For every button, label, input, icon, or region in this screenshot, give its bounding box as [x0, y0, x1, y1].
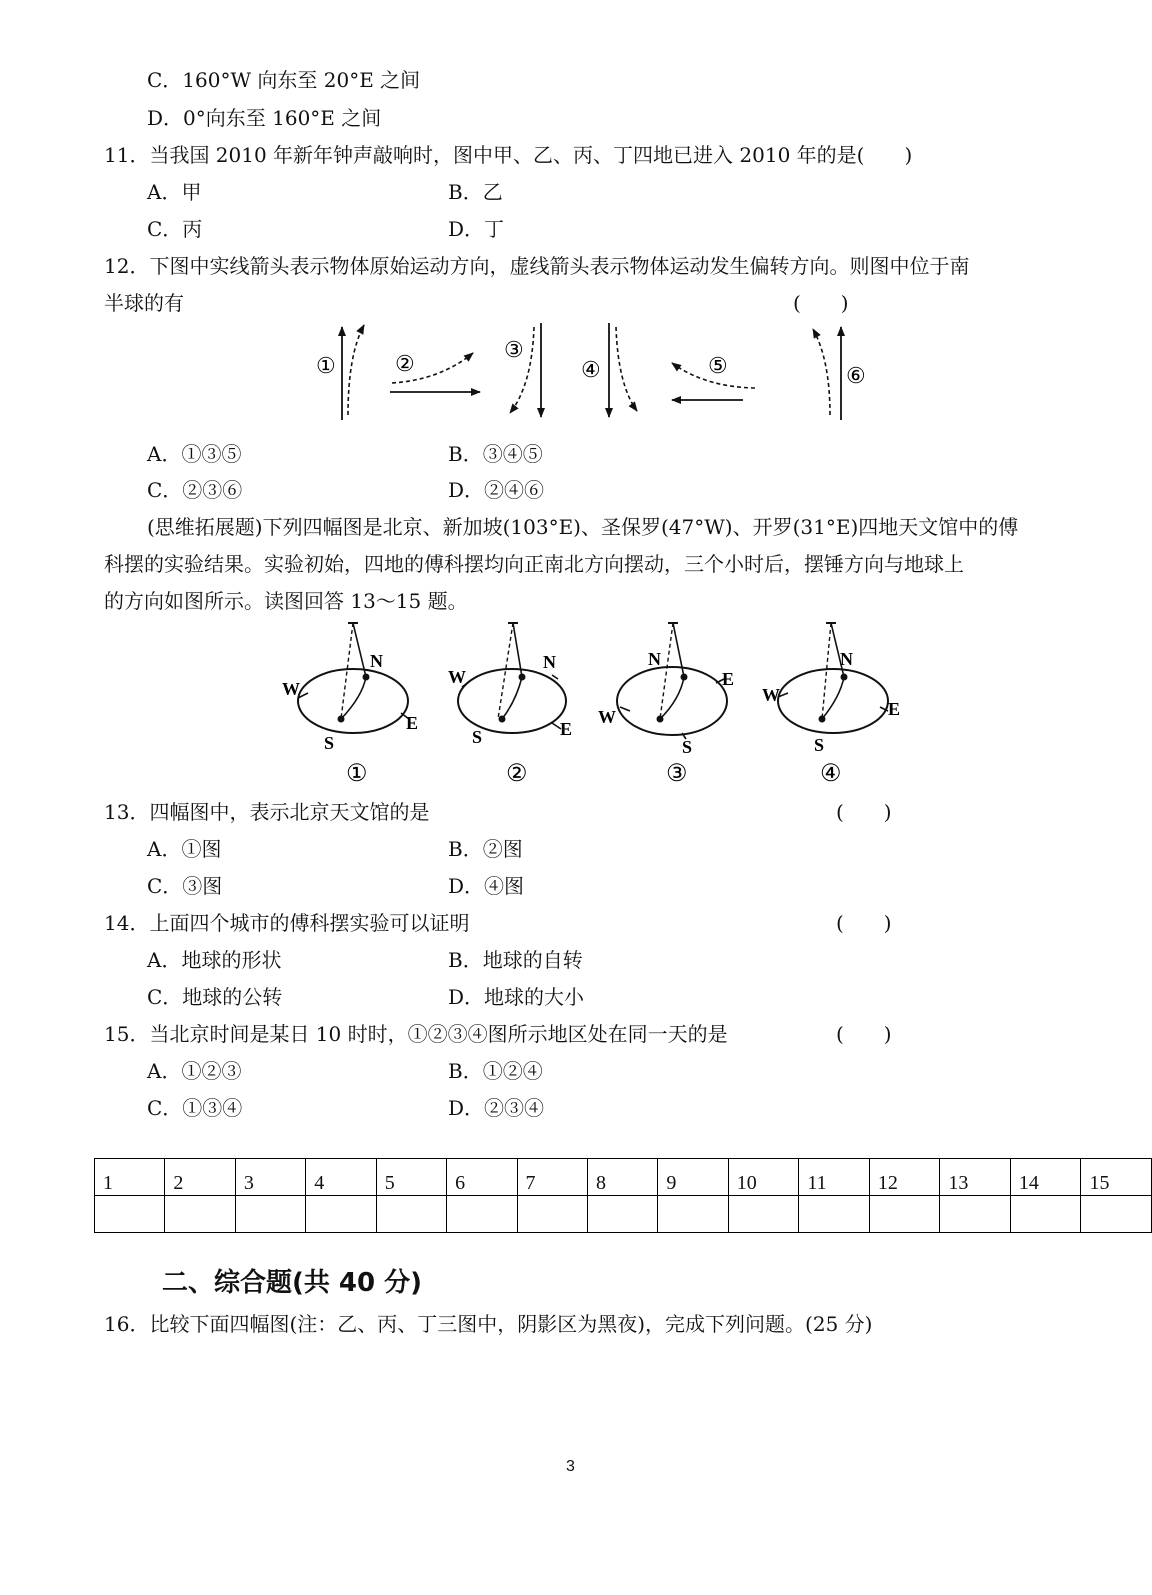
- deflection-arrows-diagram: [300, 315, 880, 430]
- q13-stem: 13．四幅图中，表示北京天文馆的是: [104, 800, 430, 824]
- pendulum-caption-2: ②: [506, 761, 528, 787]
- svg-text:N: N: [840, 649, 853, 669]
- arrow-group-1: [316, 325, 364, 420]
- answer-table-header-cell: 8: [587, 1159, 657, 1196]
- svg-text:E: E: [722, 669, 735, 689]
- answer-cell[interactable]: [376, 1196, 446, 1233]
- q12-option-b: B．③④⑤: [448, 442, 543, 466]
- q13-option-b: B．②图: [448, 837, 523, 861]
- q15-option-b: B．①②④: [448, 1059, 543, 1083]
- answer-table: [94, 1158, 1152, 1233]
- q11-option-d: D．丁: [448, 217, 505, 241]
- answer-cell[interactable]: [587, 1196, 657, 1233]
- answer-cell[interactable]: [940, 1196, 1011, 1233]
- q11-option-c: C．丙: [147, 217, 203, 241]
- q14-option-b: B．地球的自转: [448, 948, 583, 972]
- svg-text:S: S: [682, 737, 693, 757]
- svg-text:S: S: [814, 735, 825, 755]
- answer-cell[interactable]: [517, 1196, 587, 1233]
- svg-text:E: E: [560, 719, 573, 739]
- pendulum-caption-4: ④: [820, 761, 842, 787]
- q10-option-d: D．0°向东至 160°E 之间: [147, 106, 382, 130]
- svg-text:W: W: [282, 679, 300, 699]
- answer-cell[interactable]: [1081, 1196, 1152, 1233]
- q15-option-a: A．①②③: [147, 1059, 242, 1083]
- answer-table-header-cell: 7: [517, 1159, 587, 1196]
- q12-option-d: D．②④⑥: [448, 478, 545, 502]
- svg-text:E: E: [888, 699, 901, 719]
- label-1: ①: [316, 353, 336, 378]
- answer-table-header-cell: 12: [869, 1159, 940, 1196]
- q14-stem: 14．上面四个城市的傅科摆实验可以证明: [104, 911, 470, 935]
- answer-table-header-cell: 13: [940, 1159, 1011, 1196]
- answer-table-header-cell: 6: [447, 1159, 517, 1196]
- pendulum-diagram-4: [762, 623, 900, 787]
- answer-cell[interactable]: [869, 1196, 940, 1233]
- svg-text:W: W: [598, 707, 616, 727]
- q14-option-c: C．地球的公转: [147, 985, 283, 1009]
- answer-cell[interactable]: [799, 1196, 870, 1233]
- q16-stem: 16．比较下面四幅图(注：乙、丙、丁三图中，阴影区为黑夜)，完成下列问题。(25 分): [104, 1312, 873, 1336]
- svg-text:N: N: [648, 649, 661, 669]
- answer-table-answer-row[interactable]: [95, 1196, 1152, 1233]
- answer-table-header-cell: 11: [799, 1159, 870, 1196]
- label-5: ⑤: [708, 353, 728, 378]
- answer-table-header-cell: 14: [1010, 1159, 1081, 1196]
- intro-line2: 科摆的实验结果。实验初始，四地的傅科摆均向正南北方向摆动，三个小时后，摆锤方向与地球上: [104, 552, 964, 576]
- arrow-group-4: [581, 323, 637, 417]
- intro-line3: 的方向如图所示。读图回答 13～15 题。: [104, 589, 468, 613]
- pendulum-diagram-1: [282, 623, 418, 787]
- q12-option-c: C．②③⑥: [147, 478, 243, 502]
- svg-text:W: W: [448, 667, 466, 687]
- section-title: 二、综合题(共 40 分): [162, 1268, 423, 1298]
- intro-line1: (思维拓展题)下列四幅图是北京、新加坡(103°E)、圣保罗(47°W)、开罗(31°E)四地天文馆中的傅: [147, 515, 1019, 539]
- q15-option-d: D．②③④: [448, 1096, 545, 1120]
- arrow-group-3: [504, 323, 541, 417]
- svg-text:S: S: [472, 727, 483, 747]
- answer-table-header-row: [95, 1159, 1152, 1196]
- q12-answer-paren: ( ): [793, 291, 849, 315]
- foucault-pendulum-diagrams: [270, 615, 920, 790]
- q14-option-a: A．地球的形状: [147, 948, 282, 972]
- q13-option-d: D．④图: [448, 874, 525, 898]
- answer-cell[interactable]: [728, 1196, 799, 1233]
- svg-text:E: E: [406, 713, 419, 733]
- q11-option-b: B．乙: [448, 180, 503, 204]
- label-4: ④: [581, 357, 601, 382]
- q11-option-a: A．甲: [147, 180, 202, 204]
- arrow-group-5: [672, 353, 755, 400]
- answer-table-header-cell: 1: [95, 1159, 165, 1196]
- answer-cell[interactable]: [95, 1196, 165, 1233]
- svg-text:N: N: [370, 651, 383, 671]
- q12-option-a: A．①③⑤: [147, 442, 242, 466]
- answer-cell[interactable]: [447, 1196, 517, 1233]
- answer-cell[interactable]: [165, 1196, 235, 1233]
- q15-option-c: C．①③④: [147, 1096, 243, 1120]
- q11-stem: 11．当我国 2010 年新年钟声敲响时，图中甲、乙、丙、丁四地已进入 2010 年的是( ): [104, 143, 913, 167]
- q12-stem-line1: 12．下图中实线箭头表示物体原始运动方向，虚线箭头表示物体运动发生偏转方向。则图中位于南: [104, 254, 970, 278]
- q13-option-c: C．③图: [147, 874, 223, 898]
- pendulum-caption-3: ③: [666, 761, 688, 787]
- answer-table-header-cell: 9: [658, 1159, 728, 1196]
- arrow-group-2: [390, 351, 480, 392]
- svg-text:S: S: [324, 733, 335, 753]
- pendulum-caption-1: ①: [346, 761, 368, 787]
- page-number: 3: [566, 1458, 575, 1475]
- answer-table-header-cell: 15: [1081, 1159, 1152, 1196]
- arrow-group-6: [813, 327, 866, 420]
- answer-table-header-cell: 10: [728, 1159, 799, 1196]
- label-6: ⑥: [846, 363, 866, 388]
- q15-answer-paren: ( ): [836, 1022, 892, 1046]
- svg-text:N: N: [543, 652, 556, 672]
- answer-table-header-cell: 4: [306, 1159, 376, 1196]
- q12-stem-line2: 半球的有: [104, 291, 184, 315]
- label-3: ③: [504, 337, 524, 362]
- answer-table-header-cell: 5: [376, 1159, 446, 1196]
- q13-option-a: A．①图: [147, 837, 222, 861]
- q10-option-c: C．160°W 向东至 20°E 之间: [147, 68, 421, 92]
- answer-table-header-cell: 3: [235, 1159, 305, 1196]
- pendulum-diagram-2: [448, 623, 572, 787]
- q14-option-d: D．地球的大小: [448, 985, 585, 1009]
- answer-cell[interactable]: [306, 1196, 376, 1233]
- svg-text:W: W: [762, 685, 780, 705]
- answer-cell[interactable]: [658, 1196, 728, 1233]
- answer-table-header-cell: 2: [165, 1159, 235, 1196]
- answer-cell[interactable]: [235, 1196, 305, 1233]
- label-2: ②: [395, 351, 415, 376]
- q15-stem: 15．当北京时间是某日 10 时时，①②③④图所示地区处在同一天的是: [104, 1022, 728, 1046]
- q14-answer-paren: ( ): [836, 911, 892, 935]
- answer-cell[interactable]: [1010, 1196, 1081, 1233]
- pendulum-diagram-3: [598, 623, 734, 787]
- q13-answer-paren: ( ): [836, 800, 892, 824]
